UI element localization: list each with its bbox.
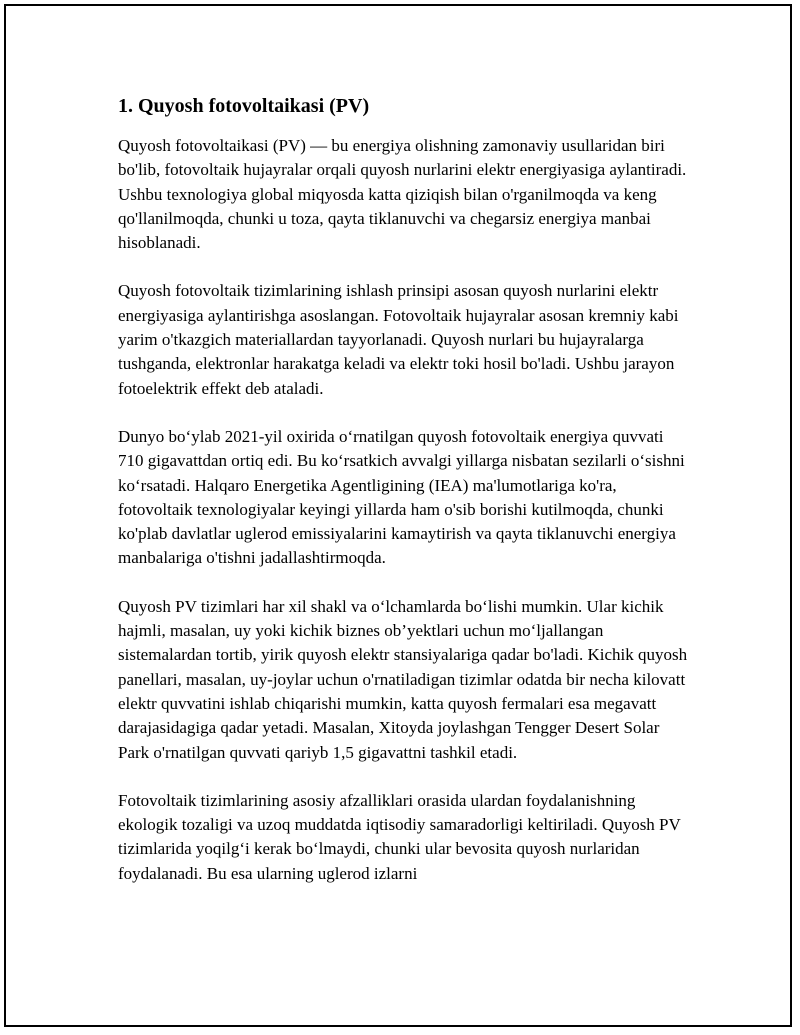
section-heading: 1. Quyosh fotovoltaikasi (PV) [118, 95, 370, 117]
document-body [118, 92, 688, 910]
paragraph-system-sizes: Quyosh PV tizimlari har xil shakl va o‘lchamlarda bo‘lishi mumkin. Ular kichik hajmli, masalan, uy yoki kichik biznes ob’yektlari uchun mo‘ljallangan sistemalardan tortib, yirik quyosh elektr stansiyalariga qadar bo'ladi. Kichik quyosh panellari, masalan, uy-joylar uchun o'rnatiladigan tizimlar odatda bir necha kilovatt elektr quvvatini ishlab chiqarishi mumkin, katta quyosh fermalari esa megavatt darajasidagiga qadar yetadi. Masalan, Xitoyda joylashgan Tengger Desert Solar Park o'rnatilgan quvvati qariyb 1,5 gigavattni tashkil etadi. [118, 596, 688, 762]
paragraph-global-capacity: Dunyo bo‘ylab 2021-yil oxirida o‘rnatilgan quyosh fotovoltaik energiya quvvati 710 gigavattdan ortiq edi. Bu ko‘rsatkich avvalgi yillarga nisbatan sezilarli o‘sishni ko‘rsatadi. Halqaro Energetika Agentligining (IEA) ma'lumotlariga ko'ra, fotovoltaik texnologiyalar keyingi yillarda ham o'sib borishi kutilmoqda, chunki ko'plab davlatlar uglerod emissiyalarini kamaytirish va qayta tiklanuvchi energiya manbalariga o'tishni jadallashtirmoqda. [118, 426, 685, 568]
paragraph-intro: Quyosh fotovoltaikasi (PV) — bu energiya olishning zamonaviy usullaridan biri bo'lib, fotovoltaik hujayralar orqali quyosh nurlarini elektr energiyasiga aylantiradi. Ushbu texnologiya global miqyosda katta qiziqish bilan o'rganilmoqda va keng qo'llanilmoqda, chunki u toza, qayta tiklanuvchi va chegarsiz energiya manbai hisoblanadi. [118, 136, 687, 253]
paragraph-advantages: Fotovoltaik tizimlarining asosiy afzalliklari orasida ulardan foydalanishning ekologik tozaligi va uzoq muddatda iqtisodiy samaradorligi keltiriladi. Quyosh PV tizimlarida yoqilg‘i kerak bo‘lmaydi, chunki ular bevosita quyosh nurlaridan foydalanadi. Bu esa ularning uglerod izlarni [118, 790, 681, 883]
paragraph-working-principle: Quyosh fotovoltaik tizimlarining ishlash prinsipi asosan quyosh nurlarini elektr energiyasiga aylantirishga asoslangan. Fotovoltaik hujayralar asosan kremniy kabi yarim o'tkazgich materiallardan tayyorlanadi. Quyosh nurlari bu hujayralarga tushganda, elektronlar harakatga keladi va elektr toki hosil bo'ladi. Ushbu jarayon fotoelektrik effekt deb ataladi. [118, 281, 679, 398]
